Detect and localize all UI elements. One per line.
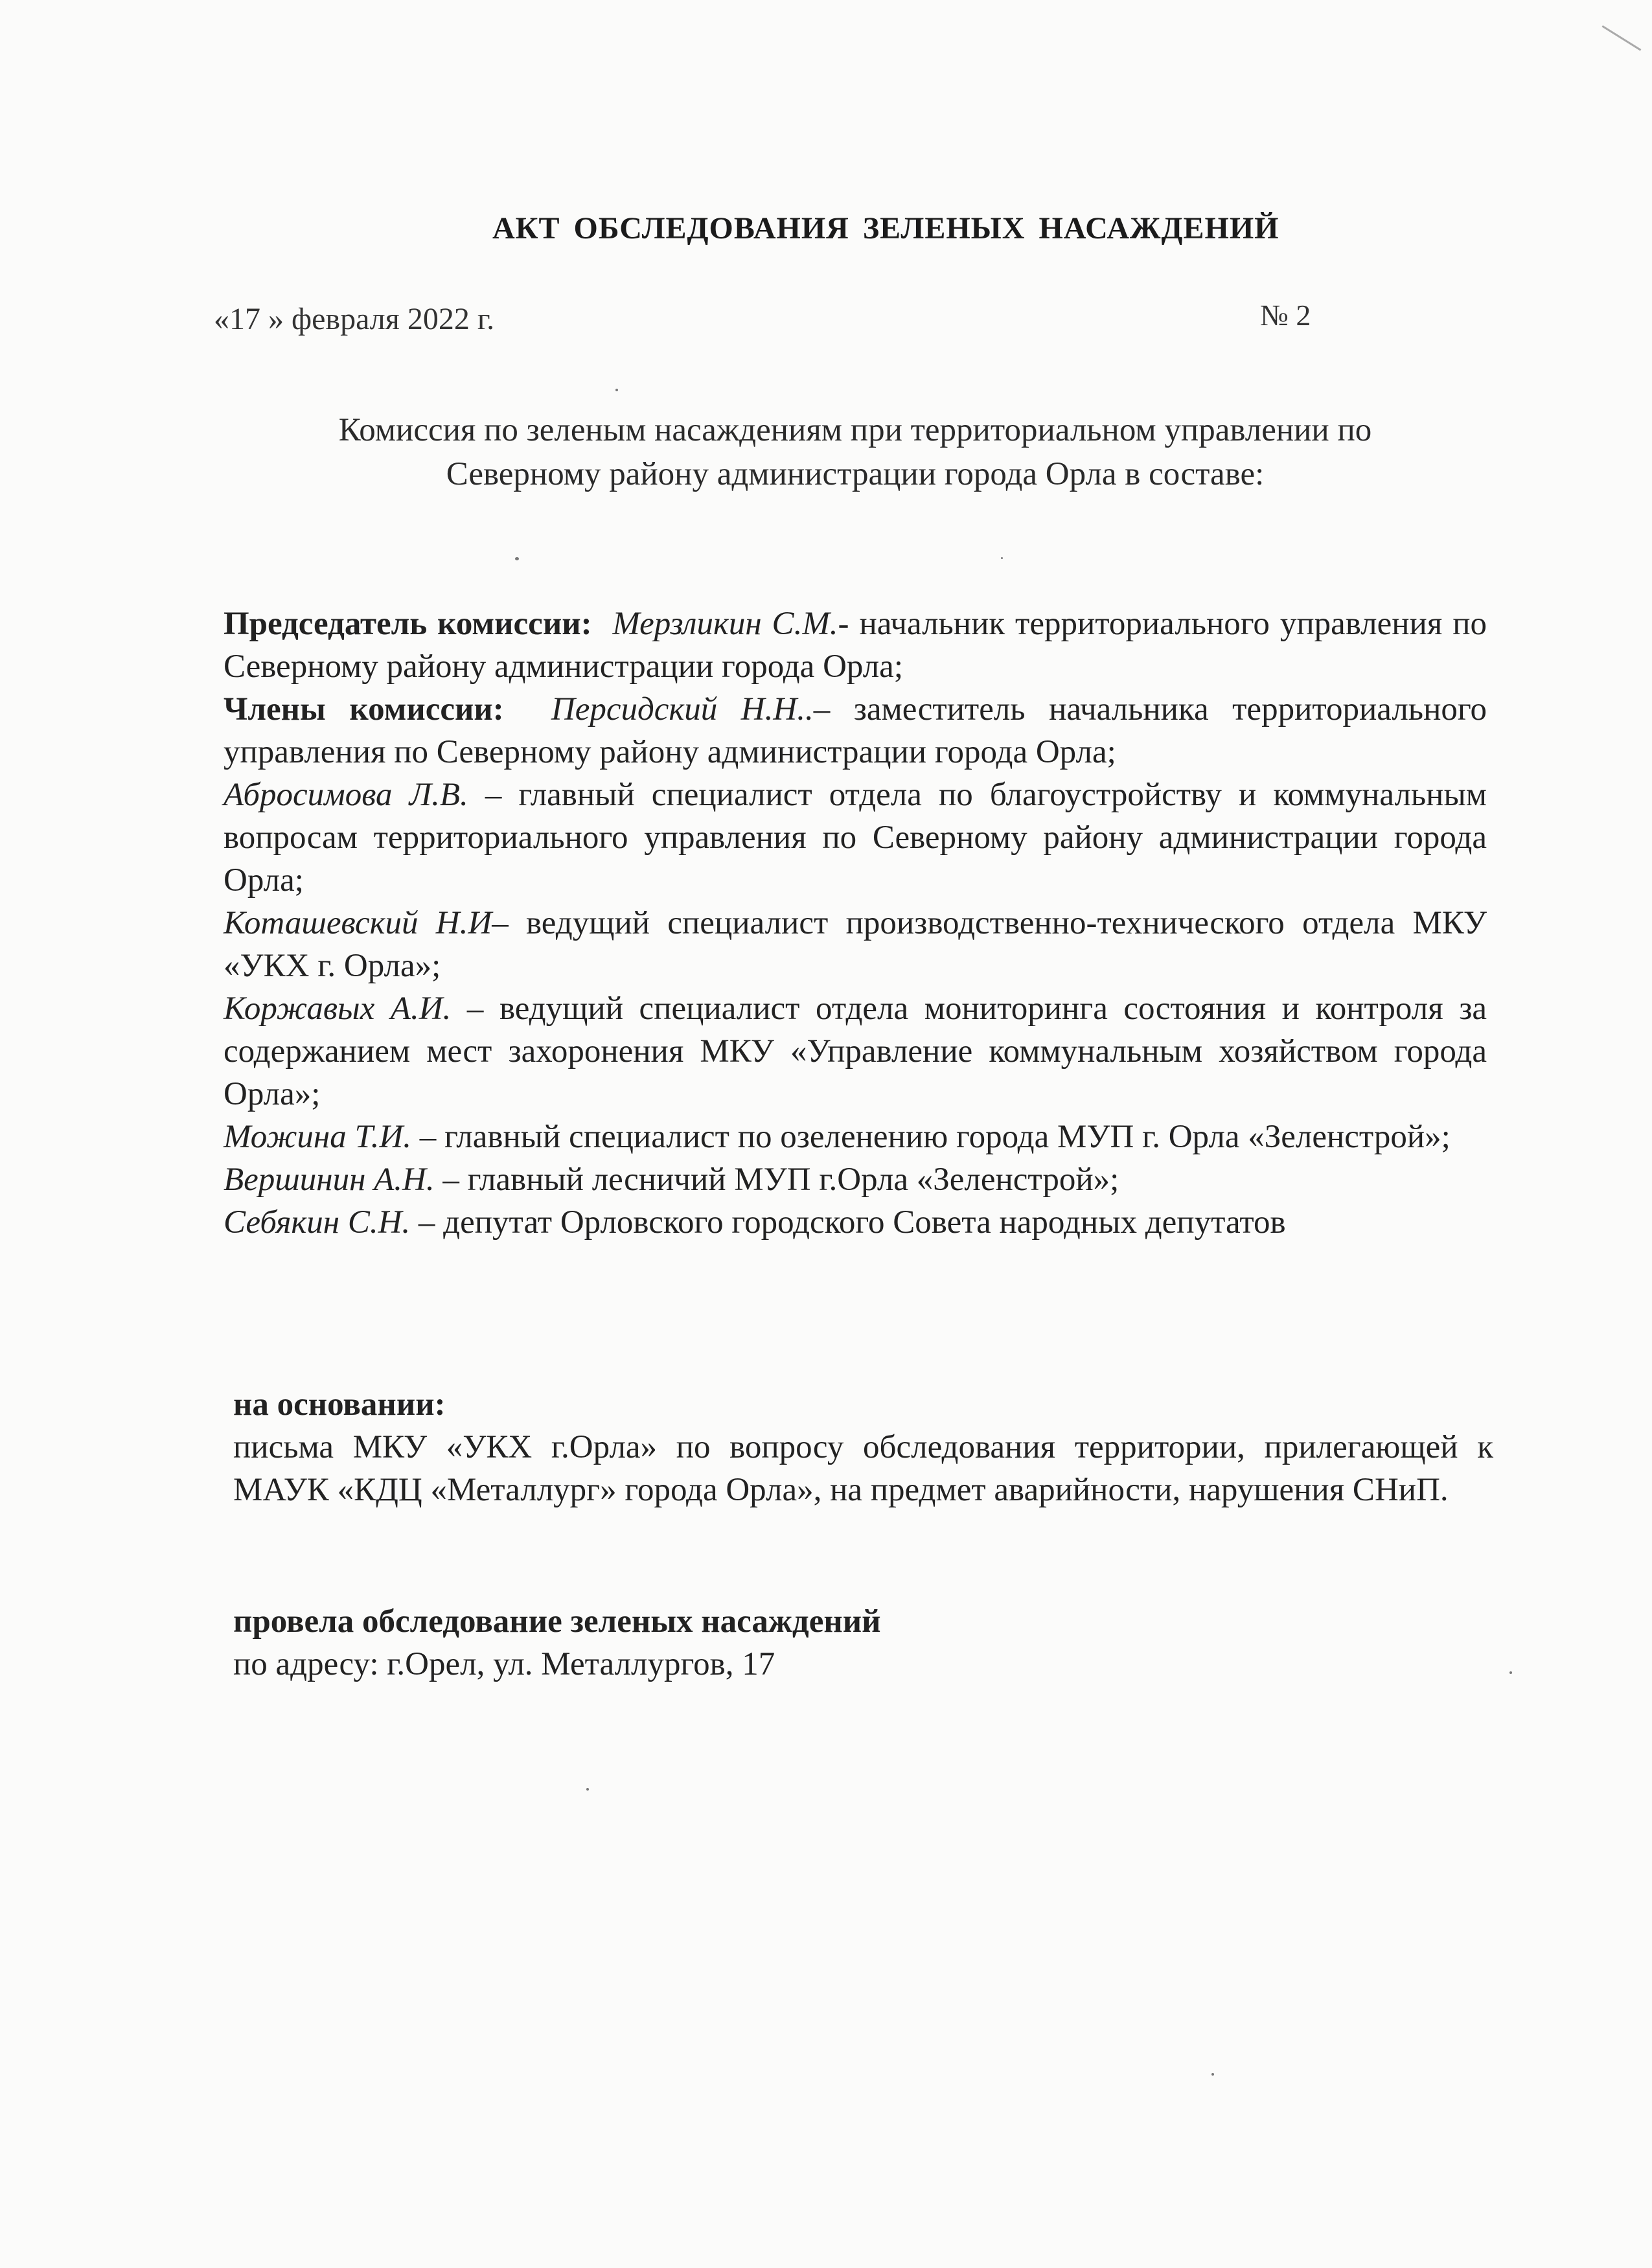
basis-text: письма МКУ «УКХ г.Орла» по вопросу обследования территории, прилегающей к МАУК «КДЦ «Металлург» города Орла», на предмет аварийности, нарушения СНиП. [233,1429,1493,1508]
document-date: «17 » февраля 2022 г. [214,302,495,336]
member-name: Коташевский Н.И– [224,905,509,941]
member-name: Можина Т.И. [224,1119,411,1155]
member-paragraph-6 [224,1158,1487,1201]
commission-line-1: Комиссия по зеленым насаждениям при территориальном управлении по [338,412,1372,448]
commission-heading [246,408,1464,496]
member-paragraph-2 [224,773,1487,902]
scan-corner-mark [1592,25,1642,67]
scan-speck [1001,557,1003,559]
survey-section [233,1600,1493,1686]
member-paragraph-7 [224,1201,1487,1244]
member-role: ведущий специалист производственно-технического отдела МКУ «УКХ г. Орла»; [224,905,1487,984]
scan-speck [515,557,519,560]
member-role: – главный специалист по озеленению города МУП г. Орла «Зеленстрой»; [411,1119,1451,1155]
scan-speck [1211,2073,1214,2076]
member-name: Персидский Н.Н..– [551,691,831,727]
member-name: Абросимова Л.В. [224,777,468,813]
member-role: – главный специалист отдела по благоустройству и коммунальным вопросам территориального управления по Северному району администрации города Орла; [224,777,1487,899]
document-title: АКТ ОБСЛЕДОВАНИЯ ЗЕЛЕНЫХ НАСАЖДЕНИЙ [492,211,1279,246]
member-role: заместитель начальника территориального управления по Северному району администрации города Орла; [224,691,1487,770]
commission-members [224,602,1487,1244]
basis-section [233,1383,1493,1511]
member-name: Себякин С.Н. [224,1204,411,1241]
survey-label: провела обследование зеленых насаждений [233,1603,881,1640]
scan-speck [615,389,618,391]
chair-label: Председатель комиссии: [224,606,592,642]
member-paragraph-1 [224,688,1487,773]
scan-speck [1509,1671,1512,1674]
document-number: № 2 [1260,299,1311,332]
survey-address: по адресу: г.Орел, ул. Металлургов, 17 [233,1646,775,1682]
member-paragraph-5 [224,1116,1487,1158]
scan-speck [586,1788,589,1791]
commission-line-2: Северному району администрации города Орла в составе: [446,456,1265,492]
member-role: – главный лесничий МУП г.Орла «Зеленстрой»; [434,1162,1119,1198]
member-paragraph-3 [224,902,1487,987]
member-paragraph-4 [224,987,1487,1116]
basis-label: на основании: [233,1386,446,1423]
members-label: Члены комиссии: [224,691,504,727]
member-name: Коржавых А.И. [224,991,452,1027]
chair-paragraph [224,602,1487,688]
member-name: Вершинин А.Н. [224,1162,435,1198]
member-role: – депутат Орловского городского Совета народных депутатов [410,1204,1286,1241]
chair-name: Мерзликин С.М.- [612,606,849,642]
member-role: – ведущий специалист отдела мониторинга состояния и контроля за содержанием мест захоронения МКУ «Управление коммунальным хозяйством города Орла»; [224,991,1487,1112]
chair-role: начальник территориального управления по Северному району администрации города Орла; [224,606,1487,685]
